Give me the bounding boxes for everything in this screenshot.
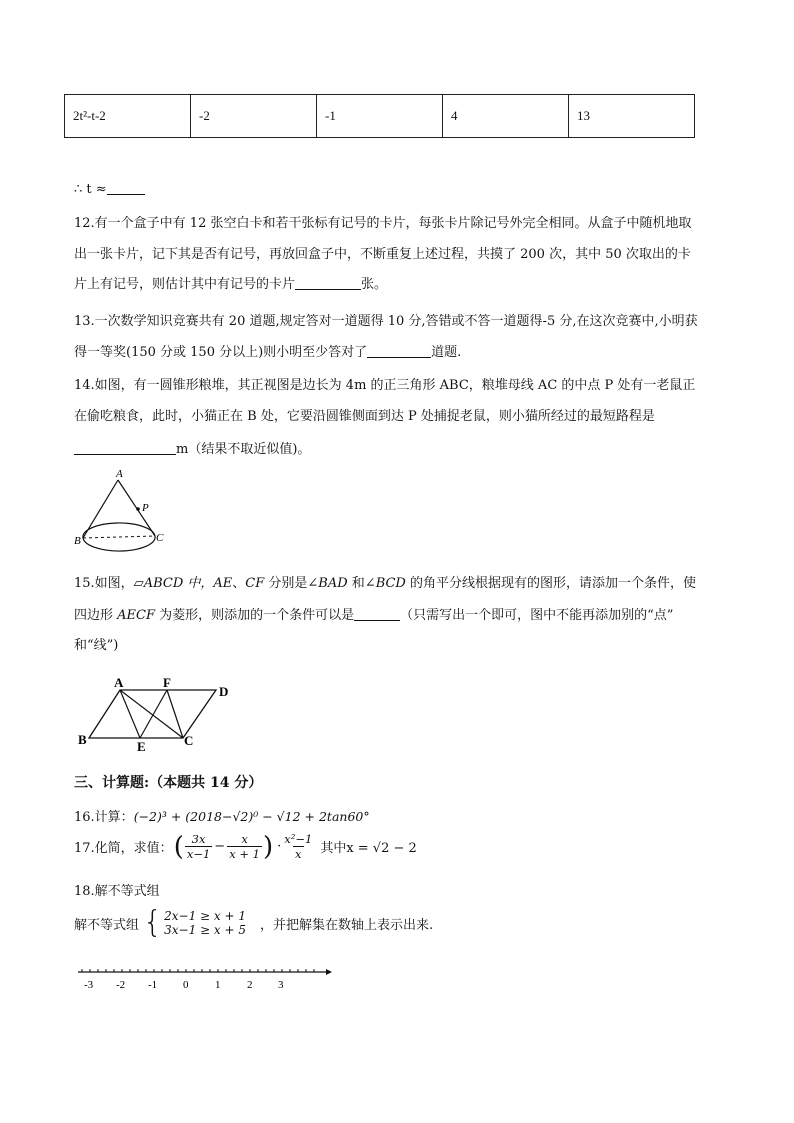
q12-line-3	[74, 273, 387, 292]
q18-title: 18.解不等式组	[74, 884, 160, 899]
segment-fe	[140, 690, 167, 738]
q14-unit: m（结果不取近似值)。	[176, 442, 311, 457]
q13-text: 得一等奖(150 分或 150 分以上)则小明至少答对了	[74, 345, 368, 360]
label-b: B	[78, 732, 87, 747]
base-back-arc	[83, 523, 155, 538]
q15-text-a: 分别是∠	[264, 576, 319, 591]
label-c: C	[184, 733, 194, 748]
point-p-dot	[136, 507, 140, 511]
label-d: D	[219, 684, 229, 699]
cone-edge-ac	[118, 480, 155, 536]
base-front-arc	[83, 536, 155, 551]
parallelogram-figure	[76, 674, 236, 754]
label-a: A	[116, 468, 123, 480]
table-cell: -1	[317, 95, 443, 138]
fraction-2	[227, 832, 262, 861]
fraction-3	[284, 832, 312, 861]
q15-aecf: AECF	[117, 608, 155, 623]
dot-operator: ·	[277, 839, 282, 854]
q12-text: 片上有记号，则估计其中有记号的卡片	[74, 277, 296, 292]
q15-shape: ABCD 中，	[143, 576, 214, 591]
fraction-numerator: 3x	[191, 832, 206, 846]
fraction-numerator: x	[241, 832, 248, 846]
fraction-denominator: x + 1	[229, 847, 260, 861]
fraction-denominator: x	[295, 847, 302, 861]
q15-cf: CF	[245, 576, 265, 591]
label-f: F	[163, 675, 171, 690]
q18-text-2: ，并把解集在数轴上表示出来.	[259, 917, 434, 933]
q15-text-d: 四边形	[74, 608, 118, 623]
q15-bcd: BCD	[375, 576, 406, 591]
number-line[interactable]	[76, 962, 336, 996]
label-p: P	[142, 502, 149, 514]
fraction-denominator: x−1	[186, 847, 211, 861]
q18-text-1: 解不等式组	[74, 917, 140, 933]
q15-text-e: 为菱形，则添加的一个条件可以是	[155, 608, 355, 623]
base-diameter	[83, 536, 155, 538]
axis-arrow	[326, 969, 332, 975]
q12-line-1: 12.有一个盒子中有 12 张空白卡和若干张标有记号的卡片，每张卡片除记号外完全相同。从盒子中随机地取	[74, 216, 692, 231]
fraction-1	[185, 832, 212, 861]
q15-bad: BAD	[318, 576, 348, 591]
right-paren: )	[262, 831, 274, 862]
axis-label: 0	[183, 979, 189, 991]
q17-condition: 其中x = √2 − 2	[320, 841, 417, 856]
axis-label: 1	[215, 979, 221, 991]
left-paren: (	[173, 831, 184, 862]
q15-intro: 15.如图，	[74, 576, 134, 591]
cone-figure	[72, 466, 172, 558]
value-table	[64, 94, 695, 138]
answer-blank[interactable]	[74, 441, 176, 455]
axis-label: 3	[278, 979, 284, 991]
answer-blank[interactable]	[354, 607, 400, 621]
q14-line-1: 14.如图，有一圆锥形粮堆，其正视图是边长为 4m 的正三角形 ABC，粮堆母线 AC 的中点 P 处有一老鼠正	[74, 378, 696, 393]
q15-line-2	[74, 604, 673, 623]
parallelogram-abcd	[89, 690, 216, 738]
parallelogram-symbol: ▱	[133, 576, 144, 591]
brace: {	[143, 905, 163, 940]
q11-prefix: ∴ t ≈	[74, 182, 107, 197]
q15-sep: 、	[232, 576, 246, 591]
q14-line-3	[74, 438, 310, 457]
inequality-1: 2x−1 ≥ x + 1	[164, 909, 246, 923]
section-title: 三、计算题:（本题共 14 分）	[74, 775, 263, 791]
q15-text-b: 和∠	[347, 576, 376, 591]
q15-text-c: 的角平分线根据现有的图形，请添加一个条件，使	[405, 576, 696, 591]
q13-line-2	[74, 341, 461, 360]
q15-line-3: 和“线”)	[74, 638, 119, 653]
answer-blank[interactable]	[295, 276, 361, 290]
fraction-numerator: x²−1	[284, 832, 313, 846]
label-a: A	[114, 675, 124, 690]
q13-line-1: 13.一次数学知识竞赛共有 20 道题,规定答对一道题得 10 分,答错或不答一道题得-5 分,在这次竞赛中,小明获	[74, 314, 698, 329]
axis-label: -1	[148, 979, 158, 991]
answer-blank[interactable]	[107, 181, 145, 195]
label-c: C	[156, 532, 164, 544]
inequality-2: 3x−1 ≥ x + 5	[164, 923, 246, 937]
q15-ae: AE	[213, 576, 233, 591]
q13-unit: 道题.	[431, 345, 462, 360]
minus-sign: −	[214, 839, 226, 854]
q14-line-2: 在偷吃粮食，此时，小猫正在 B 处，它要沿圆锥侧面到达 P 处捕捉老鼠，则小猫所经过的最短路程是	[74, 409, 655, 424]
q12-line-2: 出一张卡片，记下其是否有记号，再放回盒子中，不断重复上述过程，共摸了 200 次，其中 50 次取出的卡	[74, 247, 691, 262]
axis-label: -2	[116, 979, 126, 991]
q16-line	[74, 806, 370, 825]
axis-label: 2	[247, 979, 253, 991]
table-cell: 2t²-t-2	[65, 95, 191, 138]
q15-line-1	[74, 572, 696, 591]
label-e: E	[137, 739, 146, 754]
table-row	[65, 95, 695, 138]
axis-label: -3	[84, 979, 94, 991]
table-cell: -2	[191, 95, 317, 138]
table-cell: 13	[569, 95, 695, 138]
segment-fc	[167, 690, 183, 738]
table-cell: 4	[443, 95, 569, 138]
q17-line	[74, 832, 417, 861]
label-b: B	[74, 535, 81, 547]
answer-blank[interactable]	[367, 344, 431, 358]
q16-label: 16.计算：	[74, 810, 134, 825]
q11-answer-line	[74, 181, 145, 197]
q17-label: 17.化简，求值：	[74, 841, 173, 856]
q18-statement	[74, 905, 434, 940]
q15-text-f: （只需写出一个即可，图中不能再添加别的“点”	[400, 608, 674, 623]
q12-unit: 张。	[361, 277, 388, 292]
inequality-system	[164, 909, 246, 937]
q16-expression: (−2)³ + (2018−√2)⁰ − √12 + 2tan60°	[133, 809, 370, 824]
